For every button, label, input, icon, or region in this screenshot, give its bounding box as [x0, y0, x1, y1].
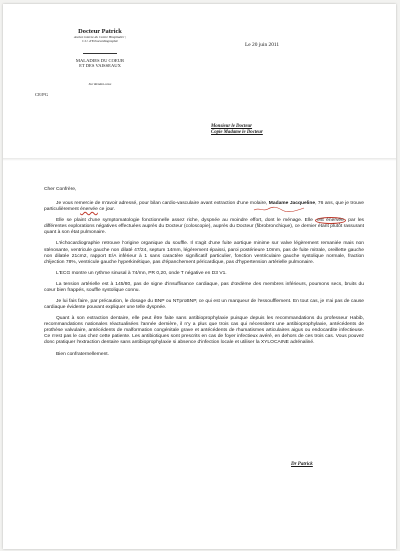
signature: Dr Patrick: [291, 462, 313, 467]
patient-title: Madame: [268, 201, 289, 207]
symptoms-text-2: par les différentes explorations négatives effectuées auprès du Docteur (coloscopie), auprès du Docteur (fibrobronchique), ce dernier étant plutôt rassurant quant à son état pulmonaire.: [44, 218, 365, 236]
credentials-line-2: C.U. d'Echocardiographie: [82, 38, 118, 43]
appointment-note: Sur Rendez-vous: [88, 82, 112, 86]
letter-date: Le 20 juin 2011: [245, 42, 280, 48]
paragraph-blood-pressure: La tension artérielle est à 145/80, pas de signe d'insuffisance cardiaque, pas d'œdème des membres inférieurs, poumons secs, bruits du cœur bien frappés, souffle systolique connu.: [44, 281, 364, 293]
symptoms-text: Elle se plaint d'une symptomatologie fonctionnelle assez riche, dyspnée au moindre effort, dont le ménage. Elle: [56, 218, 316, 224]
specialty: [55, 58, 145, 69]
intro-text: Je vous remercie de m'avoir adressé, pour bilan cardio-vasculaire avant extraction d'une molaire,: [56, 201, 269, 207]
letter-body: [44, 187, 364, 363]
reference-initials: CE/PG: [35, 92, 49, 97]
page-fold: [3, 158, 396, 161]
intro-text-2: , 76 ans, que je trouve particulièrement: [44, 201, 365, 213]
patient-name: Jacqueline: [289, 201, 316, 207]
specialty-line-2: ET DES VAISSEAUX: [79, 63, 121, 69]
credentials-line-1: Ancien interne du Centre Hospitalier |: [73, 35, 127, 39]
intro-text-3: ce jour.: [97, 207, 115, 213]
paragraph-bnp: Je lui fais faire, par précaution, le dosage du BNP ou NTproBNP, ce qui est un marqueur de l'essoufflement. En tout cas, je n'ai pas de cause cardiaque évidente pouvant expliquer une telle dyspnée.: [44, 299, 364, 311]
specialty-line-1: MALADIES DU COEUR: [75, 58, 125, 63]
doctor-name: Docteur Patrick: [78, 28, 122, 35]
circled-phrase: est énervée: [317, 218, 344, 224]
recipient-primary: Monsieur le Docteur: [211, 124, 253, 129]
highlighted-word: énervée: [80, 207, 98, 213]
paragraph-symptoms: [44, 218, 364, 236]
letter-page: [3, 4, 396, 549]
paragraph-intro: [44, 201, 364, 213]
salutation: Cher Confrère,: [44, 187, 77, 192]
header-divider: [83, 53, 117, 54]
paragraph-ecg: L'ECG montre un rythme sinusal à 74/mn, PR 0,20, onde T négative en D3 V1.: [56, 270, 227, 276]
doctor-credentials: [55, 36, 145, 44]
paragraph-echocardiography: L'échocardiographie retrouve l'origine organique du souffle. Il s'agit d'une fuite aortique minime sur valve légèrement remaniée mais non sténosante, ventricule gauche non dilaté 47/24, septum 14mm, légèrement épaissi, paroi postérieure 10mm, pas de fuite mitrale, oreillette gauche non dilatée 21cm2, rapport E/A inférieur à 1 sans caractère significatif particulier, fonction ventriculaire gauche systolique normale, fraction d'éjection 78%, ventricule gauche hyperkinétique, pas d'épanchement péricardique, pas d'hypertension artérielle pulmonaire.: [44, 241, 364, 265]
paragraph-extraction: Quant à son extraction dentaire, elle peut être faite sans antibioprophylaxie puisque depuis les recommandations du professeur Habib, recommandations nationales réactualisées l'année dernière, il n'y a plus que trois cas qui nécessitent une antibioprophylaxie, antécédents de prothèse valvulaire, antécédents de malformation congénitale grave et antécédents de rhumatismes articulaires aigus ou endocardite infectieuse. Ce n'est pas le cas chez cette patiente. Les antibiotiques sont prescrits en cas de foyer infectieux avéré, en dehors de ces trois cas. Vous pouvez donc pratiquer l'extraction dentaire sans antibioprophylaxie si absence d'infection locale et utiliser la XYLOCAINE adrénaliné.: [44, 316, 364, 346]
recipient-copy: Copie Madame le Docteur: [211, 130, 263, 136]
recipients: [211, 124, 263, 136]
closing: Bien confraternellement.: [56, 351, 110, 357]
